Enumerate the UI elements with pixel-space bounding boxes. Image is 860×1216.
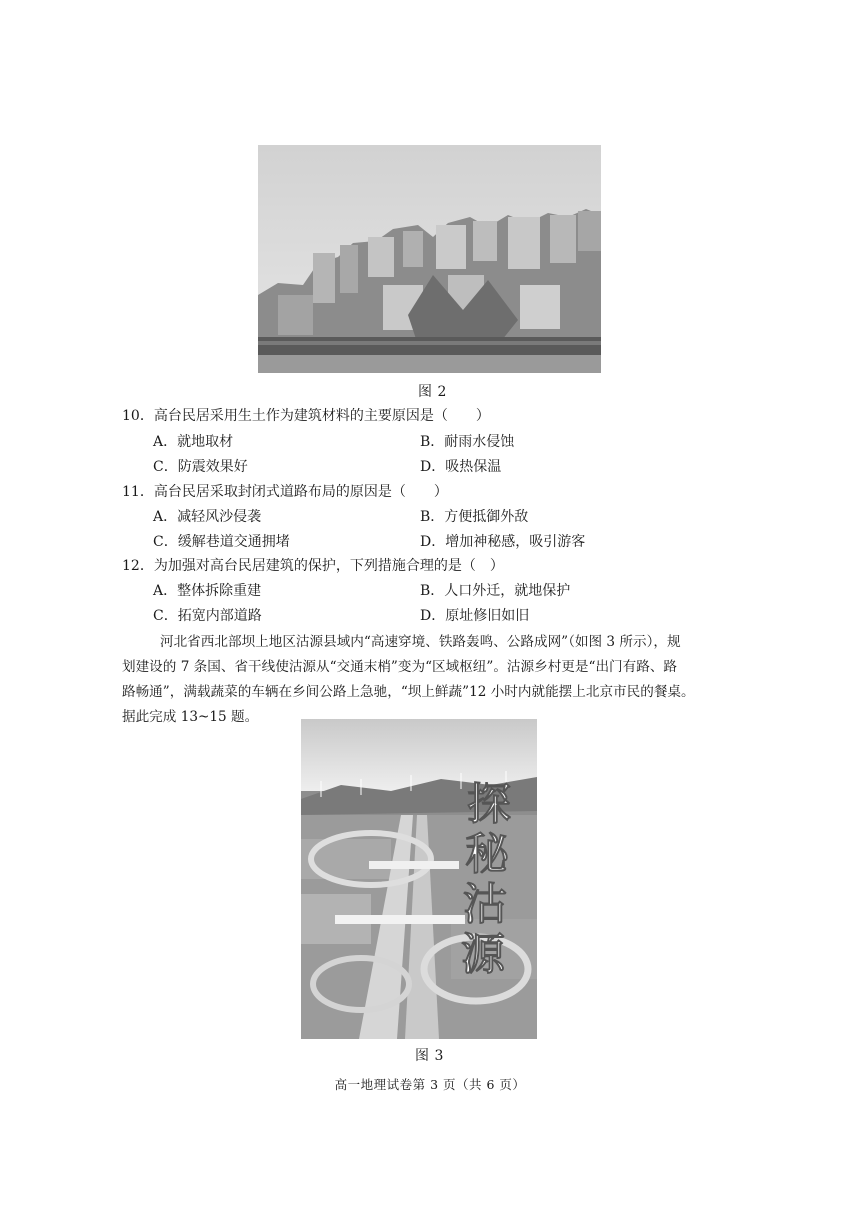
page-footer: 高一地理试卷第 3 页（共 6 页） (334, 1077, 526, 1092)
question-12-stem: 12．为加强对高台民居建筑的保护，下列措施合理的是（ ） (122, 558, 504, 574)
q12-option-d: D．原址修旧如旧 (420, 608, 530, 624)
figure-3-caption: 图 3 (415, 1048, 444, 1064)
passage-line-1: 河北省西北部坝上地区沽源县域内“高速穿境、铁路轰鸣、公路成网”（如图 3 所示），规 (160, 634, 681, 650)
passage-line-3: 路畅通”，满载蔬菜的车辆在乡间公路上急驰，“坝上鲜蔬”12 小时内就能摆上北京市民的餐桌。 (122, 684, 695, 700)
q10-option-b: B．耐雨水侵蚀 (420, 434, 515, 450)
q10-option-c: C．防震效果好 (153, 459, 248, 475)
q12-option-b: B．人口外迁，就地保护 (420, 583, 571, 599)
q11-option-d: D．增加神秘感，吸引游客 (420, 534, 586, 550)
calligraphy-char-4: 源 (461, 929, 505, 980)
figure-2-caption: 图 2 (418, 384, 447, 400)
question-11-stem: 11．高台民居采取封闭式道路布局的原因是（ ） (122, 484, 448, 500)
q10-option-d: D．吸热保温 (420, 459, 502, 475)
q11-option-a: A．减轻风沙侵袭 (153, 509, 262, 525)
question-10-stem: 10．高台民居采用生土作为建筑材料的主要原因是（ ） (122, 408, 490, 424)
q11-option-c: C．缓解巷道交通拥堵 (153, 534, 290, 550)
passage-line-2: 划建设的 7 条国、省干线使沽源从“交通末梢”变为“区域枢纽”。沽源乡村更是“出门有路、路 (122, 659, 678, 675)
figure-3-photo (301, 719, 537, 1039)
q11-option-b: B．方便抵御外敌 (420, 509, 529, 525)
passage-line-4: 据此完成 13~15 题。 (122, 709, 259, 725)
calligraphy-char-3: 沽 (463, 879, 507, 930)
q12-option-c: C．拓宽内部道路 (153, 608, 262, 624)
q12-option-a: A．整体拆除重建 (153, 583, 262, 599)
q10-option-a: A．就地取材 (153, 434, 234, 450)
calligraphy-char-1: 探 (467, 779, 511, 830)
calligraphy-char-2: 秘 (465, 829, 509, 880)
figure-2-photo (258, 145, 601, 373)
